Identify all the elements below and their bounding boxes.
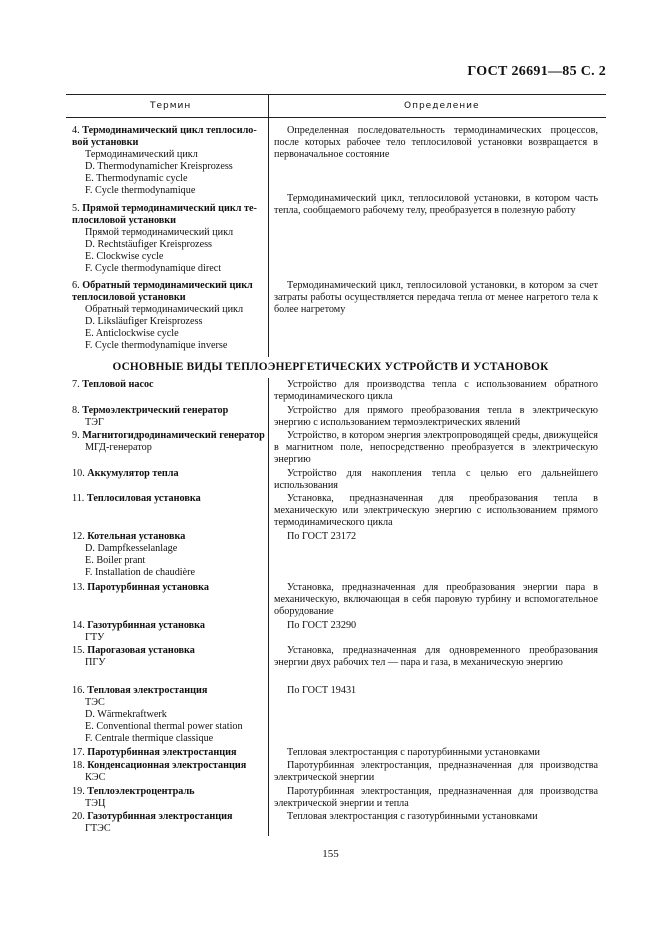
term-title: Паротурбинная электростанция [87,747,237,758]
term-synonym: Обратный термодинамический цикл [85,304,244,316]
definition-cell: Устройство для производства тепла с использованием обратного термодинамического цикла [274,379,598,403]
term-number: 20. [72,811,85,822]
term-cell [72,468,268,480]
term-title: вой установки [72,137,139,149]
term-cell [72,405,268,429]
term-synonym: D. Dampfkesselanlage [85,543,178,555]
term-cell [72,645,268,669]
term-title: теплосиловой установки [72,292,186,304]
term-number: 12. [72,531,85,542]
page-header: ГОСТ 26691—85 С. 2 [467,64,606,79]
term-title: Парогазовая установка [87,645,195,656]
definition-cell: Паротурбинная электростанция, предназначенная для производства электрической энергии и тепла [274,786,598,810]
term-number: 11. [72,493,85,504]
column-divider [268,378,269,836]
definition-cell: Устройство для прямого преобразования тепла в электрическую энергию с использованием термоэлектрических явлений [274,405,598,429]
term-synonym: E. Anticlockwise cycle [85,328,179,340]
term-synonym: Термодинамический цикл [85,149,198,161]
definition-cell: Определенная последовательность термодинамических процессов, после которых рабочее тело теплосиловой установки возвращается в первоначальное состояние [274,125,598,161]
column-divider [268,94,269,357]
term-number: 10. [72,468,85,479]
term-number: 14. [72,620,85,631]
term-synonym: ТЭС [85,697,105,709]
term-title: Газотурбинная электростанция [87,811,233,822]
term-number: 8. [72,405,80,416]
term-title: Обратный термодинамический цикл [82,280,253,291]
term-synonym: E. Conventional thermal power station [85,721,243,733]
term-synonym: F. Cycle thermodynamique direct [85,263,222,275]
term-title: Газотурбинная установка [87,620,205,631]
term-title: Прямой термодинамический цикл те- [82,203,257,214]
term-synonym: ПГУ [85,657,106,669]
term-synonym: D. Wärmekraftwerk [85,709,167,721]
term-number: 18. [72,760,85,771]
term-number: 5. [72,203,80,214]
term-synonym: F. Centrale thermique classique [85,733,214,745]
term-number: 13. [72,582,85,593]
column-header-term: Термин [150,101,192,111]
definition-cell: По ГОСТ 23290 [287,620,357,631]
term-synonym: F. Installation de chaudière [85,567,196,579]
term-number: 16. [72,685,85,696]
term-number: 15. [72,645,85,656]
term-synonym: ТЭЦ [85,798,106,810]
term-number: 19. [72,786,85,797]
definition-cell: Тепловая электростанция с паротурбинными установками [287,747,540,758]
term-cell [72,786,268,810]
term-synonym: D. Rechtstäufiger Kreisprozess [85,239,213,251]
term-synonym: ТЭГ [85,417,104,429]
term-synonym: E. Boiler prant [85,555,146,567]
term-cell [72,493,268,505]
definition-cell: Термодинамический цикл, теплосиловой установки, в котором за счет затраты работы осуществляется передача тепла от менее нагретого тела к более нагретому [274,280,598,316]
term-synonym: F. Cycle thermodynamique [85,185,196,197]
term-title: Аккумулятор тепла [87,468,179,479]
page-number: 155 [322,848,339,860]
definition-cell: Устройство для накопления тепла с целью его дальнейшего использования [274,468,598,492]
term-cell [72,811,268,835]
term-cell [72,379,268,391]
term-title: Паротурбинная установка [87,582,209,593]
term-synonym: F. Cycle thermodynamique inverse [85,340,228,352]
term-synonym: Прямой термодинамический цикл [85,227,234,239]
term-title: Термодинамический цикл теплосило- [82,125,257,136]
term-number: 9. [72,430,80,441]
term-cell [72,531,268,579]
term-cell [72,203,268,276]
definition-cell: Установка, предназначенная для преобразования тепла в механическую или электрическую энергию с использованием прямого термодинамического цикла [274,493,598,529]
term-cell [72,747,268,759]
definition-cell: Установка, предназначенная для одновременного преобразования энергии двух рабочих тел — пара и газа, в механическую энергию [274,645,598,669]
term-title: плосиловой установки [72,215,177,227]
term-title: Тепловой насос [82,379,154,390]
term-title: Магнитогидродинамический генератор [82,430,265,441]
term-cell [72,620,268,644]
term-title: Конденсационная электростанция [87,760,247,771]
definition-cell: Паротурбинная электростанция, предназначенная для производства электрической энергии [274,760,598,784]
term-synonym: ГТУ [85,632,105,644]
definition-cell: Устройство, в котором энергия электропроводящей среды, движущейся в магнитном поле, непосредственно преобразуется в электрическую энергию [274,430,598,466]
term-cell [72,582,268,594]
term-title: Тепловая электростанция [87,685,208,696]
term-cell [72,685,268,745]
term-number: 6. [72,280,80,291]
definition-cell: Термодинамический цикл, теплосиловой установки, в котором часть тепла, сообщаемого рабочему телу, преобразуется в полезную работу [274,193,598,217]
term-number: 4. [72,125,80,136]
term-synonym: E. Thermodynamic cycle [85,173,188,185]
term-cell [72,280,268,353]
term-synonym: D. Liksläufiger Kreisprozess [85,316,203,328]
term-cell [72,760,268,784]
term-cell [72,430,268,454]
table-header-rule [66,117,606,118]
term-synonym: КЭС [85,772,106,784]
term-cell [72,125,268,198]
term-number: 7. [72,379,80,390]
definition-cell: Тепловая электростанция с газотурбинными установками [287,811,538,822]
term-title: Термоэлектрический генератор [82,405,229,416]
table-top-rule [66,94,606,95]
term-synonym: ГТЭС [85,823,111,835]
section-heading: ОСНОВНЫЕ ВИДЫ ТЕПЛОЭНЕРГЕТИЧЕСКИХ УСТРОЙСТВ И УСТАНОВОК [112,361,549,373]
term-title: Котельная установка [87,531,186,542]
term-number: 17. [72,747,85,758]
term-synonym: E. Clockwise cycle [85,251,164,263]
column-header-definition: Определение [404,101,480,111]
definition-cell: По ГОСТ 23172 [287,531,357,542]
definition-cell: По ГОСТ 19431 [287,685,357,696]
term-synonym: D. Thermodynamicher Kreisprozess [85,161,233,173]
term-title: Теплосиловая установка [86,493,201,504]
term-synonym: МГД-генератор [85,442,152,454]
definition-cell: Установка, предназначенная для преобразования энергии пара в механическую, включающая в себя паровую турбину и вспомогательное оборудование [274,582,598,618]
term-title: Теплоэлектроцентраль [87,786,195,797]
